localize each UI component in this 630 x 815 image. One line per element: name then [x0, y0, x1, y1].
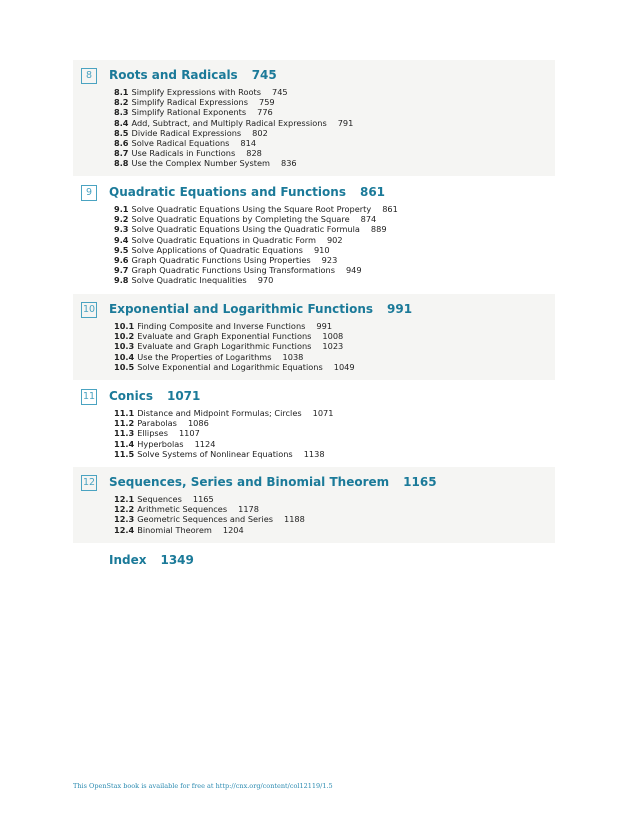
section-item[interactable]: [114, 525, 305, 535]
chapter-title: Sequences, Series and Binomial Theorem: [109, 475, 390, 489]
section-page: 745: [272, 87, 288, 97]
section-item[interactable]: [114, 428, 333, 438]
section-page: 791: [337, 117, 354, 128]
section-number: 11.1: [114, 408, 135, 418]
section-number: 9.6: [114, 255, 129, 266]
section-item[interactable]: [114, 352, 355, 362]
section-item[interactable]: [114, 504, 305, 514]
section-page: 1178: [238, 504, 259, 515]
section-title: Parabolas: [137, 418, 177, 429]
section-item[interactable]: [114, 158, 353, 168]
chapter-number-badge: 10: [81, 302, 97, 318]
section-title: Hyperbolas: [137, 438, 184, 449]
chapter-title: Roots and Radicals: [109, 68, 238, 82]
section-page: 1086: [187, 418, 209, 429]
chapter-10: [73, 294, 555, 380]
chapter-title: Conics: [109, 389, 153, 403]
chapter-title-link[interactable]: [109, 389, 200, 403]
chapter-number-badge: 11: [81, 389, 97, 405]
section-page: 802: [252, 127, 268, 138]
section-item[interactable]: [114, 321, 355, 331]
section-title: Simplify Rational Exponents: [131, 107, 247, 118]
section-number: 8.5: [114, 127, 129, 138]
section-title: Binomial Theorem: [137, 524, 212, 535]
section-title: Divide Radical Expressions: [131, 127, 242, 138]
chapter-number-badge: 12: [81, 475, 97, 491]
section-title: Solve Quadratic Equations by Completing the Square: [131, 214, 350, 225]
chapter-title-link[interactable]: [109, 185, 385, 199]
section-item[interactable]: [114, 224, 398, 234]
section-item[interactable]: [114, 418, 333, 428]
section-number: 8.1: [114, 87, 129, 97]
section-page: 1038: [282, 351, 304, 362]
section-number: 12.3: [114, 514, 135, 525]
section-title: Solve Systems of Nonlinear Equations: [137, 448, 293, 459]
section-page: 949: [345, 265, 362, 276]
section-number: 12.1: [114, 494, 135, 504]
index-link[interactable]: [109, 553, 194, 567]
section-item[interactable]: [114, 107, 353, 117]
section-title: Solve Quadratic Equations in Quadratic Form: [131, 234, 316, 245]
section-item[interactable]: [114, 449, 333, 459]
chapter-page: 1165: [403, 475, 437, 489]
section-list: [114, 87, 353, 169]
section-number: 9.8: [114, 275, 129, 286]
section-page: 814: [240, 138, 257, 149]
section-item[interactable]: [114, 265, 398, 275]
section-number: 9.5: [114, 244, 129, 255]
section-item[interactable]: [114, 128, 353, 138]
section-item[interactable]: [114, 118, 353, 128]
section-item[interactable]: [114, 494, 305, 504]
section-title: Graph Quadratic Functions Using Transformations: [131, 265, 335, 276]
section-item[interactable]: [114, 235, 398, 245]
section-title: Solve Quadratic Inequalities: [131, 275, 247, 286]
section-number: 10.3: [114, 341, 135, 352]
section-item[interactable]: [114, 341, 355, 351]
footer-note: This OpenStax book is available for free at http://cnx.org/content/col12119/1.5: [73, 782, 333, 790]
section-title: Ellipses: [137, 428, 168, 439]
section-number: 9.2: [114, 214, 129, 225]
section-item[interactable]: [114, 408, 333, 418]
chapter-page: 991: [387, 302, 413, 316]
section-item[interactable]: [114, 514, 305, 524]
section-number: 10.2: [114, 331, 135, 342]
section-title: Solve Exponential and Logarithmic Equations: [137, 361, 323, 372]
section-number: 9.4: [114, 234, 129, 245]
section-number: 10.1: [114, 321, 135, 331]
index-title: Index: [109, 553, 147, 567]
section-item[interactable]: [114, 439, 333, 449]
chapter-12: [73, 467, 555, 543]
section-item[interactable]: [114, 204, 398, 214]
section-item[interactable]: [114, 148, 353, 158]
section-page: 970: [257, 275, 274, 286]
section-title: Geometric Sequences and Series: [137, 514, 274, 525]
section-title: Evaluate and Graph Exponential Functions: [137, 331, 312, 342]
section-title: Solve Applications of Quadratic Equations: [131, 244, 303, 255]
section-page: 1049: [333, 361, 355, 372]
section-page: 1204: [222, 524, 244, 535]
chapter-9: [73, 177, 555, 293]
section-page: 776: [257, 107, 273, 118]
section-page: 1138: [303, 448, 325, 459]
section-title: Sequences: [137, 494, 182, 504]
section-number: 11.2: [114, 418, 135, 429]
section-list: [114, 408, 333, 459]
chapter-title-link[interactable]: [109, 302, 412, 316]
chapter-number-badge: 9: [81, 185, 97, 201]
section-title: Solve Quadratic Equations Using the Square Root Property: [131, 204, 372, 214]
section-number: 8.8: [114, 158, 129, 169]
section-page: 861: [382, 204, 398, 214]
section-number: 9.1: [114, 204, 129, 214]
section-page: 1165: [192, 494, 214, 504]
section-number: 8.3: [114, 107, 129, 118]
chapter-page: 1071: [166, 389, 201, 403]
section-list: [114, 204, 398, 286]
section-page: 910: [313, 244, 330, 255]
chapter-title: Exponential and Logarithmic Functions: [109, 302, 374, 316]
section-page: 1188: [284, 514, 305, 525]
section-title: Solve Quadratic Equations Using the Quadratic Formula: [131, 224, 360, 235]
section-number: 12.2: [114, 504, 135, 515]
chapter-page: 745: [251, 68, 277, 82]
section-number: 10.5: [114, 361, 135, 372]
section-number: 10.4: [114, 351, 135, 362]
section-item[interactable]: [114, 87, 353, 97]
section-number: 12.4: [114, 524, 135, 535]
section-title: Arithmetic Sequences: [137, 504, 228, 515]
section-list: [114, 494, 305, 535]
chapter-page: 861: [359, 185, 386, 199]
section-page: 874: [360, 214, 377, 225]
section-number: 8.6: [114, 138, 129, 149]
section-page: 923: [321, 255, 338, 266]
section-title: Use the Properties of Logarithms: [137, 351, 272, 362]
section-number: 8.2: [114, 97, 129, 108]
chapter-8: [73, 60, 555, 176]
section-title: Evaluate and Graph Logarithmic Functions: [137, 341, 312, 352]
section-page: 759: [259, 97, 275, 108]
chapter-11: [73, 381, 555, 466]
section-title: Solve Radical Equations: [131, 138, 230, 149]
section-title: Finding Composite and Inverse Functions: [137, 321, 306, 331]
section-page: 1124: [194, 438, 216, 449]
section-page: 902: [326, 234, 343, 245]
section-title: Distance and Midpoint Formulas; Circles: [137, 408, 302, 418]
section-title: Use the Complex Number System: [131, 158, 270, 169]
section-number: 11.3: [114, 428, 135, 439]
section-item[interactable]: [114, 138, 353, 148]
section-number: 8.7: [114, 148, 129, 159]
section-page: 991: [316, 321, 333, 331]
section-title: Simplify Radical Expressions: [131, 97, 248, 108]
section-number: 9.7: [114, 265, 129, 276]
section-page: 1023: [322, 341, 344, 352]
section-list: [114, 321, 355, 372]
chapter-title-link[interactable]: [109, 475, 437, 489]
section-page: 1107: [178, 428, 200, 439]
section-item[interactable]: [114, 97, 353, 107]
section-title: Graph Quadratic Functions Using Properties: [131, 255, 311, 266]
index-page: 1349: [160, 553, 194, 567]
section-number: 11.5: [114, 448, 135, 459]
chapter-title-link[interactable]: [109, 68, 277, 82]
section-page: 828: [246, 148, 262, 159]
section-number: 11.4: [114, 438, 135, 449]
chapter-number-badge: 8: [81, 68, 97, 84]
section-page: 1071: [312, 408, 334, 418]
section-item[interactable]: [114, 362, 355, 372]
section-page: 836: [281, 158, 297, 169]
section-item[interactable]: [114, 255, 398, 265]
section-item[interactable]: [114, 331, 355, 341]
section-title: Add, Subtract, and Multiply Radical Expressions: [131, 117, 327, 128]
section-page: 889: [370, 224, 387, 235]
section-title: Use Radicals in Functions: [131, 148, 236, 159]
section-number: 8.4: [114, 117, 129, 128]
section-item[interactable]: [114, 245, 398, 255]
section-number: 9.3: [114, 224, 129, 235]
section-title: Simplify Expressions with Roots: [131, 87, 261, 97]
section-item[interactable]: [114, 275, 398, 285]
chapter-title: Quadratic Equations and Functions: [109, 185, 346, 199]
section-item[interactable]: [114, 214, 398, 224]
section-page: 1008: [322, 331, 344, 342]
